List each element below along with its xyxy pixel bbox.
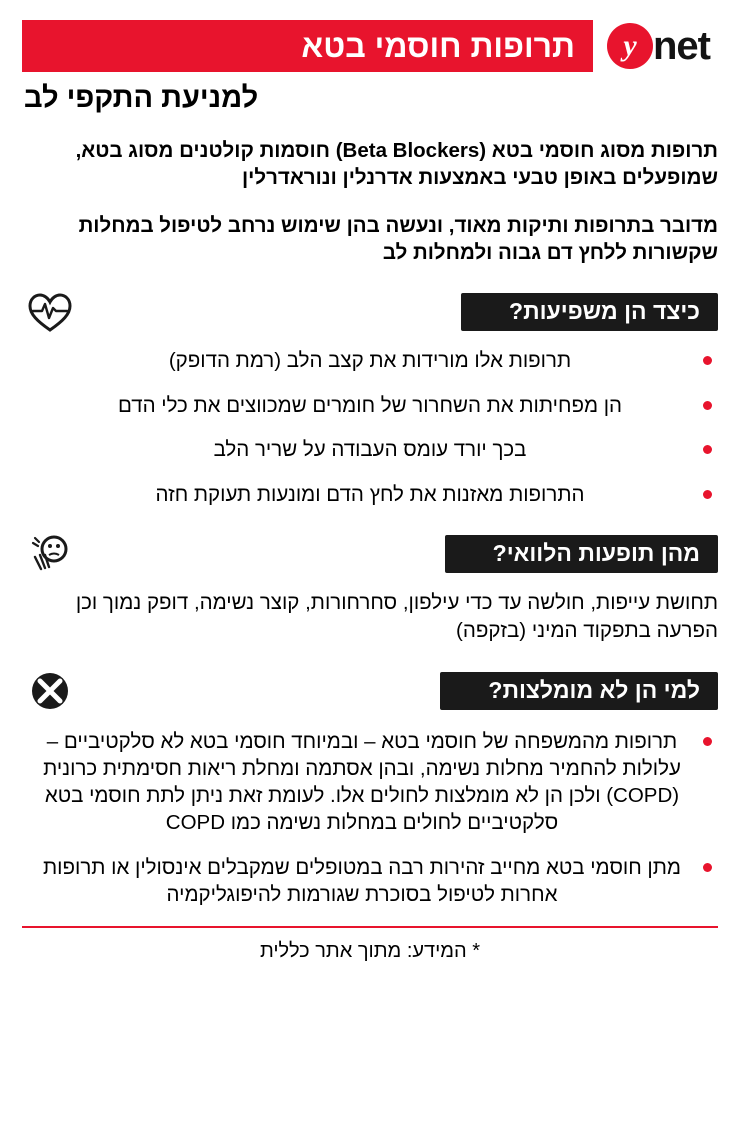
list-item-text: תרופות מהמשפחה של חוסמי בטא – ובמיוחד חוסמי בטא לא סלקטיביים – עלולות להחמיר מחלות נשימה, ובהן אסתמה ומחלת ריאות חסימתית כרונית (COPD) ולכן הן לא מומלצות לחולים אלו. לעומת זאת ניתן לתת חוסמי בטא סלקטיביים לחולים במחלות נשימה כמו COPD [43, 729, 681, 835]
infographic-page [0, 20, 740, 1141]
header-title-bar [22, 20, 593, 72]
list-item [22, 728, 718, 836]
section-banner-effects [22, 293, 718, 331]
ynet-logo[interactable] [593, 20, 718, 72]
list-item-text: מתן חוסמי בטא מחייב זהירות רבה במטופלים שמקבלים אינסולין או תרופות אחרות לטיפול בסוכרת שגורמות להיפוגליקמיה [43, 856, 681, 907]
x-circle-icon [22, 669, 78, 713]
section-banner-label-effects: כיצד הן משפיעות? [461, 293, 718, 331]
footer-divider [22, 926, 718, 928]
contraindications-list [22, 728, 718, 908]
list-item [22, 392, 718, 420]
list-item-text: בכך יורד עומס העבודה על שריר הלב [213, 438, 527, 462]
section-banner-contraindications [22, 672, 718, 710]
section-banner-label-side-effects: מהן תופעות הלוואי? [445, 535, 718, 573]
intro-paragraph-1: תרופות מסוג חוסמי בטא (Beta Blockers) חוסמות קולטנים מסוג בטא, שמופעלים באופן טבעי באמצעות אדרנלין ונוראדרלין [75, 139, 718, 190]
bullet-dot [703, 445, 712, 454]
source-note: * המידע: מתוך אתר כללית [259, 940, 481, 963]
dizzy-head-icon [22, 532, 78, 576]
logo-mark: y [607, 23, 653, 69]
bullet-dot [703, 737, 712, 746]
logo-text: net [653, 24, 710, 68]
heart-icon [22, 290, 78, 334]
list-item-text: תרופות אלו מורידות את קצב הלב (רמת הדופק) [168, 348, 572, 372]
page-subtitle: למניעת התקפי לב [24, 82, 259, 114]
page-title: תרופות חוסמי בטא [301, 28, 575, 64]
list-item [22, 436, 718, 464]
effects-list [22, 347, 718, 509]
bullet-dot [703, 490, 712, 499]
section-banner-label-contraindications: למי הן לא מומלצות? [440, 672, 718, 710]
bullet-dot [703, 863, 712, 872]
list-item-text: התרופות מאזנות את לחץ הדם ומונעות תעוקת חזה [155, 482, 585, 506]
list-item [22, 347, 718, 375]
list-item [22, 481, 718, 509]
intro-paragraph-2: מדובר בתרופות ותיקות מאוד, ונעשה בהן שימוש נרחב לטיפול במחלות שקשורות ללחץ דם גבוה ולמחלות לב [78, 213, 718, 265]
header [22, 20, 718, 72]
list-item [22, 854, 718, 908]
side-effects-paragraph: תחושת עייפות, חולשה עד כדי עילפון, סחרחורות, קוצר נשימה, דופק נמוך וכן הפרעה בתפקוד המיני (בזקפה) [75, 590, 718, 643]
section-banner-side-effects [22, 535, 718, 573]
bullet-dot [703, 401, 712, 410]
bullet-dot [703, 356, 712, 365]
list-item-text: הן מפחיתות את השחרור של חומרים שמכווצים את כלי הדם [117, 393, 623, 417]
